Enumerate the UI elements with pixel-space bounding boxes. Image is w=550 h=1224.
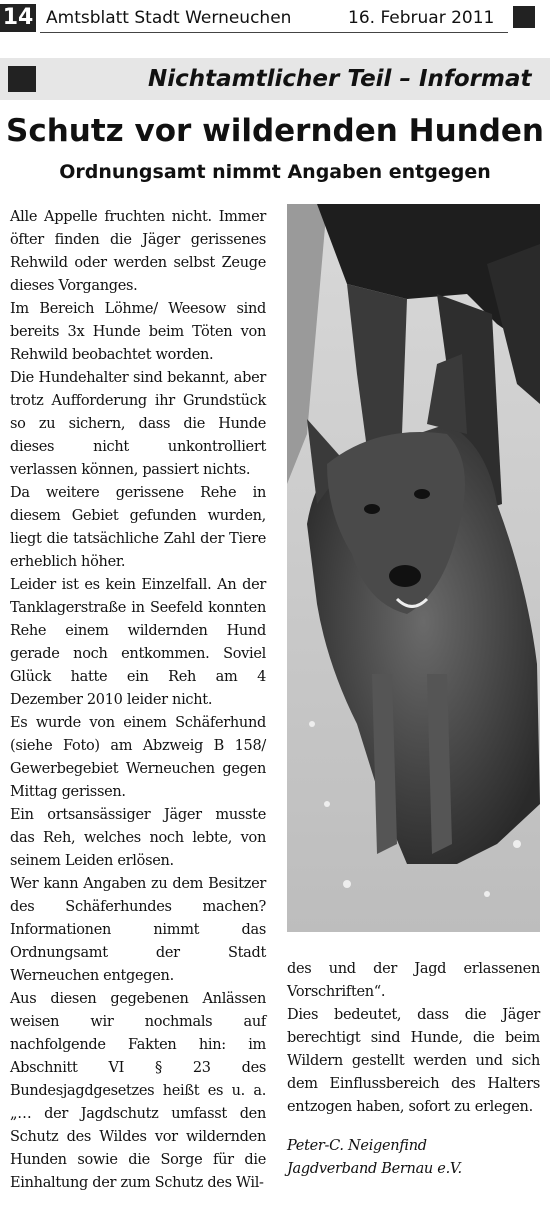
publication-date: 16. Februar 2011 (348, 8, 495, 28)
paragraph: Ein ortsansässiger Jäger musste das Reh, welches noch lebte, von seinem Leiden erlösen. (10, 807, 266, 869)
article-column-right (287, 958, 540, 1181)
paragraph: Da weitere gerissene Rehe in diesem Gebiet gefunden wurden, liegt die tatsächliche Zahl der Tiere erheblich höher. (10, 485, 266, 570)
section-title: Nichtamtlicher Teil – Informat (148, 66, 532, 92)
signature-name: Peter-C. Neigenfind (287, 1138, 427, 1154)
paragraph: Im Bereich Löhme/ Weesow sind bereits 3x Hunde beim Töten von Rehwild beobachtet worden. (10, 301, 266, 363)
publication-name: Amtsblatt Stadt Werneuchen (46, 8, 292, 28)
paragraph: Die Hundehalter sind bekannt, aber trotz Aufforderung ihr Grundstück so zu sichern, dass die Hunde dieses nicht unkontrolliert verlassen können, passiert nichts. (10, 370, 266, 478)
paragraph: Dies bedeutet, dass die Jäger berechtigt sind Hunde, die beim Wildern gestellt werden und sich dem Einflussbereich des Halters entzogen haben, sofort zu erlegen. (287, 1007, 540, 1115)
article-subtitle: Ordnungsamt nimmt Angaben entgegen (59, 161, 491, 183)
paragraph: Es wurde von einem Schäferhund (siehe Foto) am Abzweig B 158/ Gewerbegebiet Werneuchen gegen Mittag gerissen. (10, 715, 266, 800)
section-square-icon (8, 66, 36, 92)
paragraph: Leider ist es kein Einzelfall. An der Tanklagerstraße in Seefeld konnten Rehe einem wildernden Hund gerade noch entkommen. Soviel Glück hatte ein Reh am 4 Dezember 2010 leider nicht. (10, 577, 266, 708)
header-rule (40, 32, 508, 33)
dog-photo-image (287, 204, 540, 932)
paragraph: Aus diesen gegebenen Anlässen weisen wir nochmals auf nachfolgende Fakten hin: im Abschnitt VI § 23 des Bundesjagdgesetzes heißt es u. a. „… der Jagdschutz umfasst den Schutz des Wildes vor wildernden Hunden sowie die Sorge für die Einhaltung der zum Schutz des Wil- (10, 991, 266, 1191)
paragraph: Wer kann Angaben zu dem Besitzer des Schäferhundes machen? Informationen nimmt das Ordnungsamt der Stadt Werneuchen entgegen. (10, 876, 266, 984)
paragraph: Alle Appelle fruchten nicht. Immer öfter finden die Jäger gerissenes Rehwild oder werden selbst Zeuge dieses Vorganges. (10, 209, 266, 294)
article-column-left (10, 206, 266, 1195)
page-number: 14 (0, 4, 36, 32)
german-shepherd-photo (287, 204, 540, 932)
article-title: Schutz vor wildernden Hunden (6, 113, 544, 149)
signature-org: Jagdverband Bernau e.V. (287, 1161, 462, 1177)
signature (287, 1135, 540, 1181)
paragraph: des und der Jagd erlassenen Vorschriften“. (287, 961, 540, 1000)
header-square-icon (513, 6, 535, 28)
page-header (0, 0, 550, 38)
